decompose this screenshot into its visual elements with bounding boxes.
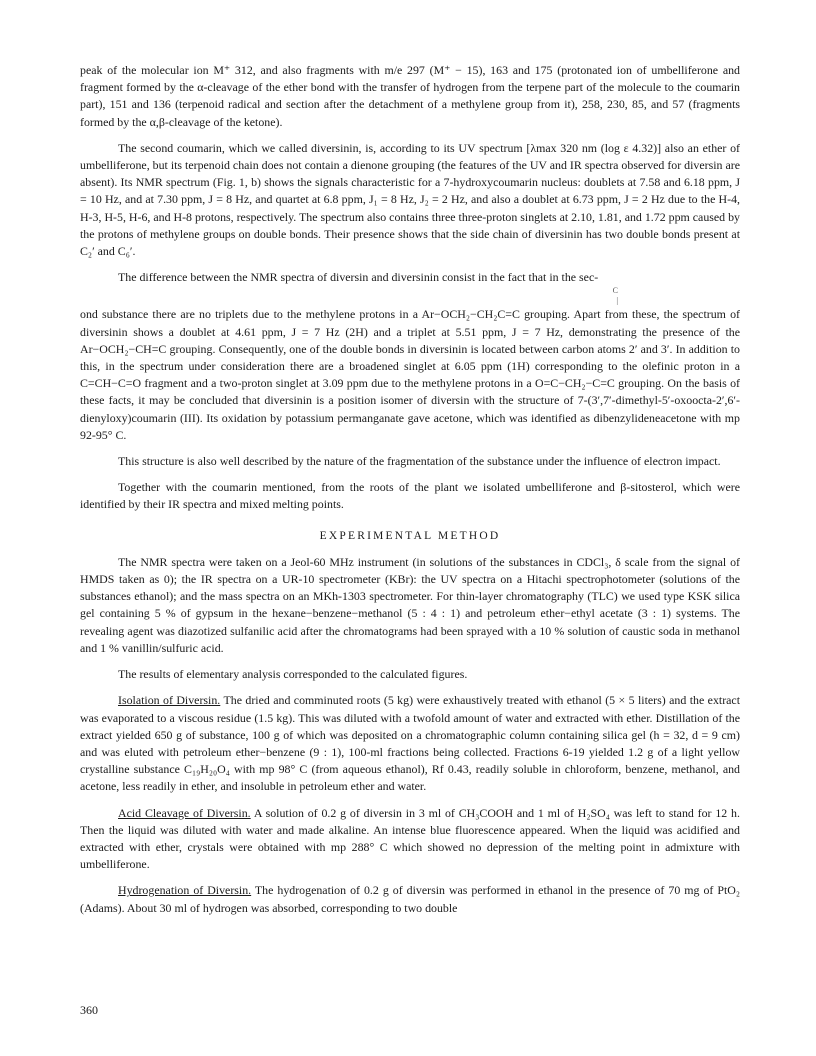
paragraph: The NMR spectra were taken on a Jeol-60 MHz instrument (in solutions of the substances in CDCl₃, δ scale from the signal of HMDS taken as 0); the IR spectra on a UR-10 spectrometer (KBr): the UV spectra on a Hitachi spectrophotometer (solutions of the substances ethanol); and the mass spectra on an MKh-1303 spectrometer. For thin-layer chromatography (TLC) we used type KSK silica gel containing 5 % of gypsum in the hexane−benzene−methanol (5 : 4 : 1) and petroleum ether−ethyl acetate (3 : 1) systems. The revealing agent was diazotized sulfanilic acid after the chromatograms had been sprayed with a 10 % solution of caustic soda in methanol and 1 % vanillin/sulfuric acid. [80,554,740,655]
section-heading: EXPERIMENTAL METHOD [319,529,501,542]
paragraph-text: The dried and comminuted roots (5 kg) were exhaustively treated with ethanol (5 × 5 liters) and the extract was evaporated to a viscous residue (1.5 kg). This was diluted with a twofold amount of water and extracted with ether. Distillation of the extract yielded 650 g of substance, 100 g of which was deposited on a chromatographic column containing silica gel (h = 32, d = 9 cm) and was eluted with petroleum ether−benzene (9 : 1), 100-ml fractions being collected. Fractions 6-19 yielded 1.2 g of a light yellow crystalline substance C₁₉H₂₀O₄ with mp 98° C (from aqueous ethanol), Rf 0.43, readily soluble in chloroform, benzene, methanol, and acetone, less readily in ether, and insoluble in petroleum ether and water. [80,693,741,794]
page-body [80,62,740,926]
runin-heading: Isolation of Diversin. [118,693,221,708]
paragraph: This structure is also well described by the nature of the fragmentation of the substance under the influence of electron impact. [118,454,721,469]
paragraph: The difference between the NMR spectra of diversin and diversinin consist in the fact that in the sec- [118,270,599,285]
paragraph: The results of elementary analysis corresponded to the calculated figures. [118,667,468,682]
runin-heading: Hydrogenation of Diversin. [118,883,252,898]
paragraph: The second coumarin, which we called diversinin, is, according to its UV spectrum [λmax 320 nm (log ε 4.32)] also an ether of umbelliferone, but its terpenoid chain does not contain a dienone grouping (the features of the UV and IR spectra observed for diversin are absent). Its NMR spectrum (Fig. 1, b) shows the signals characteristic for a 7-hydroxycoumarin nucleus: doublets at 7.58 and 6.18 ppm, J = 10 Hz, and at 7.30 ppm, J = 8 Hz, and quartet at 6.8 ppm, J₁ = 8 Hz, J₂ = 2 Hz, and also a doublet at 6.73 ppm, J = 2 Hz due to the H-4, H-3, H-5, H-6, and H-8 protons, respectively. The spectrum also contains three three-proton singlets at 2.10, 1.81, and 1.72 ppm caused by the protons of methylene groups on double bonds. Their presence shows that the side chain of diversinin has two double bonds present at C₂′ and C₆′. [80,140,740,259]
paragraph [80,805,740,874]
page-number: 360 [80,1003,98,1017]
bond-mark: C | [612,286,618,306]
paragraph: peak of the molecular ion M⁺ 312, and also fragments with m/e 297 (M⁺ − 15), 163 and 175 (protonated ion of umbelliferone and fragment formed by the α-cleavage of the ether bond with the transfer of hydrogen from the terpene part of the molecule to the coumarin part), 151 and 136 (terpenoid radical and section after the detachment of a methylene group from it), 258, 230, 85, and 57 (fragments formed by the α,β-cleavage of the ketone). [80,63,740,129]
paragraph [80,692,740,795]
runin-heading: Acid Cleavage of Diversin. [118,805,251,820]
paragraph [80,882,740,916]
paragraph-text: A solution of 0.2 g of diversin in 3 ml of CH₃COOH and 1 ml of H₂SO₄ was left to stand for 12 h. Then the liquid was diluted with water and made alkaline. An intense blue fluorescence appeared. When the liquid was acidified and extracted with ether, crystals were obtained with mp 288° C which showed no depression of the melting point in admixture with umbelliferone. [80,805,740,872]
paragraph-text: The hydrogenation of 0.2 g of diversin was performed in ethanol in the presence of 70 mg of PtO₂ (Adams). About 30 ml of hydrogen was absorbed, corresponding to two double [80,883,740,915]
paragraph: ond substance there are no triplets due to the methylene protons in a Ar−OCH₂−CH₂C=C grouping. Apart from these, the spectrum of diversinin shows a doublet at 4.61 ppm, J = 7 Hz (2H) and a triplet at 5.51 ppm, J = 7 Hz, demonstrating the presence of the Ar−OCH₂−CH=C grouping. Consequently, one of the double bonds in diversinin is located between carbon atoms 2′ and 3′. In addition to this, in the spectrum under consideration there are a broadened singlet at 6.05 ppm (1H) corresponding to the olefinic proton in a C=CH−C=O fragment and a two-proton singlet at 3.09 ppm due to the methylene protons in a O=C−CH₂−C=C grouping. On the basis of these facts, it may be concluded that diversinin is a position isomer of diversin with the structure of 7-(3′,7′-dimethyl-5′-oxoocta-2′,6′-dienyloxy)coumarin (III). Its oxidation by potassium permanganate gave acetone, which was identified as dibenzylideneacetone with mp 92-95° C. [80,307,740,442]
paragraph: Together with the coumarin mentioned, from the roots of the plant we isolated umbelliferone and β-sitosterol, which were identified by their IR spectra and mixed melting points. [80,480,740,512]
